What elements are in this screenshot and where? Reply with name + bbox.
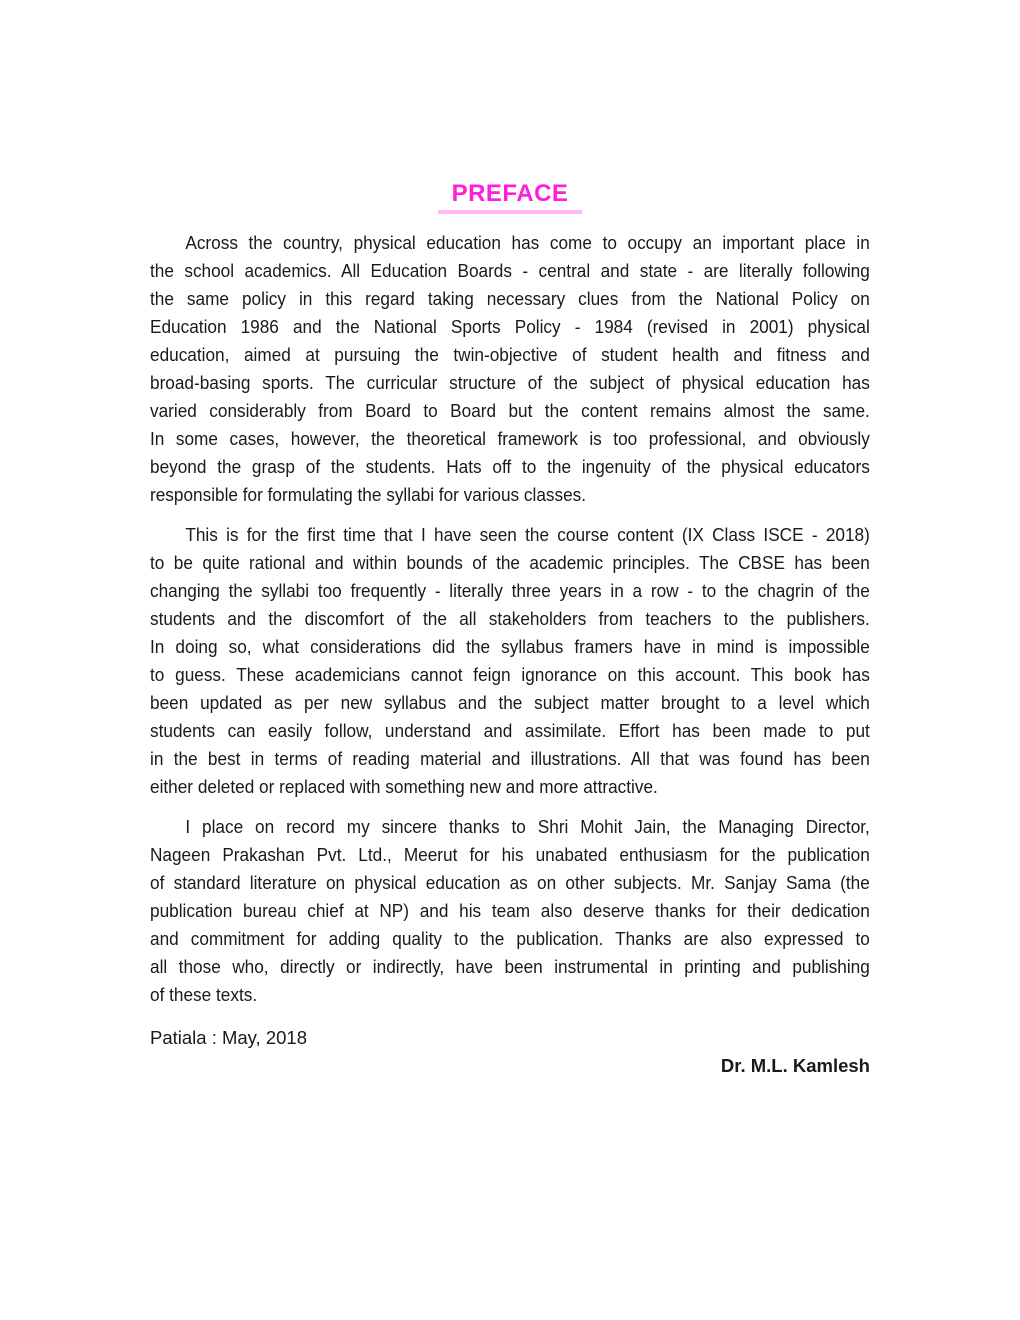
text-line: Education 1986 and the National Sports Policy - 1984 (revised in 2001) physical <box>150 316 870 337</box>
text-line: students and the discomfort of the all stakeholders from teachers to the publishers. <box>150 608 870 629</box>
text-line: of these texts. <box>150 984 258 1005</box>
paragraph <box>150 521 870 801</box>
text-line: in the best in terms of reading material and illustrations. All that was found has been <box>150 748 870 769</box>
text-line: students can easily follow, understand and assimilate. Effort has been made to put <box>150 720 870 741</box>
paragraph <box>150 813 870 1009</box>
text-line: and commitment for adding quality to the publication. Thanks are also expressed to <box>150 928 870 949</box>
text-line: beyond the grasp of the students. Hats off to the ingenuity of the physical educators <box>150 456 870 477</box>
text-line: I place on record my sincere thanks to Shri Mohit Jain, the Managing Director, <box>185 816 870 837</box>
paragraph <box>150 229 870 509</box>
text-line: either deleted or replaced with something new and more attractive. <box>150 776 658 797</box>
text-line: varied considerably from Board to Board but the content remains almost the same. <box>150 400 870 421</box>
text-line: of standard literature on physical education as on other subjects. Mr. Sanjay Sama (the <box>150 872 870 893</box>
text-line: been updated as per new syllabus and the subject matter brought to a level which <box>150 692 870 713</box>
text-line: This is for the first time that I have seen the course content (IX Class ISCE - 2018) <box>185 524 870 545</box>
text-line: education, aimed at pursuing the twin-objective of student health and fitness and <box>150 344 870 365</box>
text-line: to guess. These academicians cannot feign ignorance on this account. This book has <box>150 664 870 685</box>
page-title-container <box>0 180 1020 214</box>
text-line: responsible for formulating the syllabi for various classes. <box>150 484 587 505</box>
text-line: Nageen Prakashan Pvt. Ltd., Meerut for his unabated enthusiasm for the publication <box>150 844 870 865</box>
preface-body <box>150 229 870 1021</box>
text-line: the school academics. All Education Boards - central and state - are literally following <box>150 260 870 281</box>
page-title: PREFACE <box>438 180 583 214</box>
text-line: publication bureau chief at NP) and his team also deserve thanks for their dedication <box>150 900 870 921</box>
text-line: In doing so, what considerations did the syllabus framers have in mind is impossible <box>150 636 870 657</box>
text-line: Across the country, physical education has come to occupy an important place in <box>185 232 870 253</box>
text-line: In some cases, however, the theoretical framework is too professional, and obviously <box>150 428 870 449</box>
text-line: all those who, directly or indirectly, have been instrumental in printing and publishing <box>150 956 870 977</box>
text-line: changing the syllabi too frequently - literally three years in a row - to the chagrin of the <box>150 580 870 601</box>
text-line: the same policy in this regard taking necessary clues from the National Policy on <box>150 288 870 309</box>
text-line: broad-basing sports. The curricular structure of the subject of physical education has <box>150 372 870 393</box>
text-line: to be quite rational and within bounds of the academic principles. The CBSE has been <box>150 552 870 573</box>
place-date: Patiala : May, 2018 <box>150 1027 307 1048</box>
author-signature: Dr. M.L. Kamlesh <box>720 1055 870 1076</box>
